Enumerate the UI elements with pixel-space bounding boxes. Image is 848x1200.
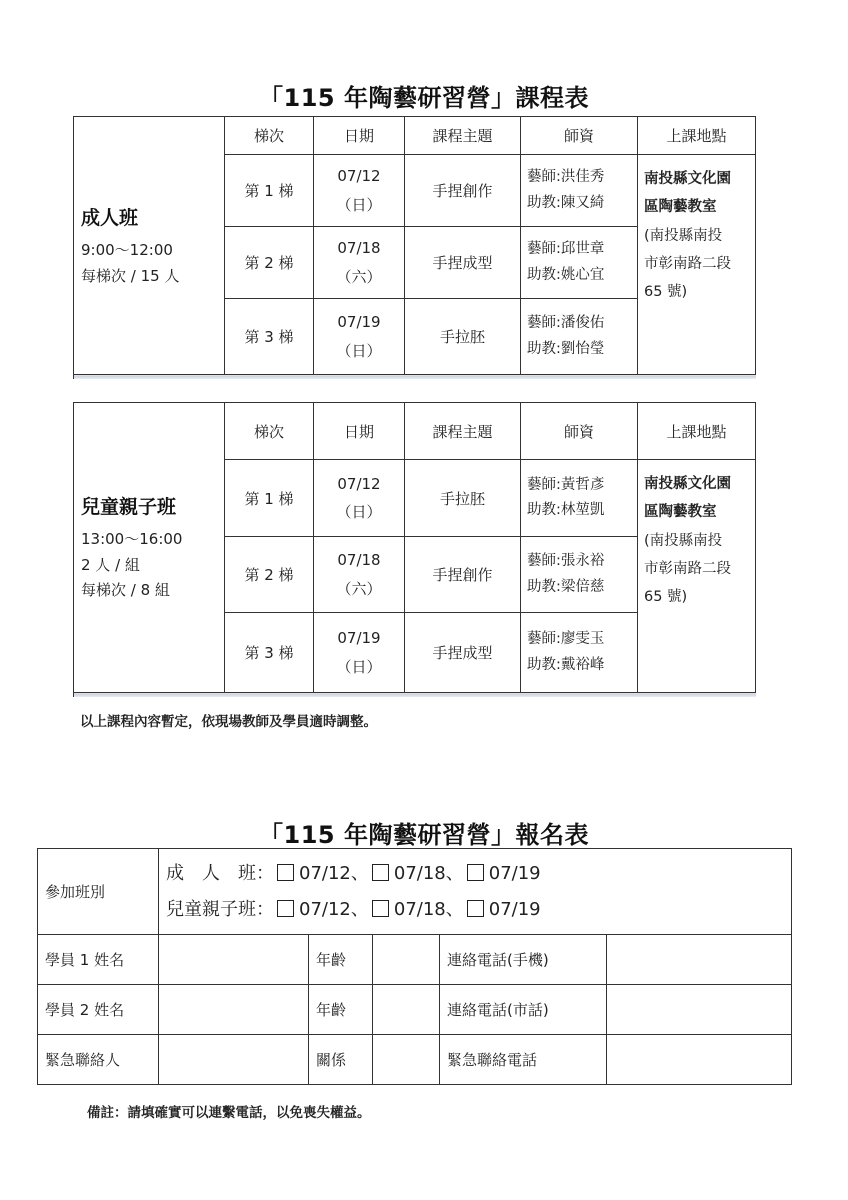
adult-class-name: 成人班: [81, 206, 139, 229]
child-class-group: 2 人 / 組: [81, 555, 140, 574]
header-date: 日期: [314, 117, 405, 155]
batch-cell: 第 3 梯: [225, 613, 314, 693]
adult-0718-checkbox[interactable]: [372, 864, 389, 881]
date-cell: 07/12 （日）: [314, 155, 405, 227]
adult-class-cell: [74, 117, 225, 375]
header-batch: 梯次: [225, 403, 314, 460]
topic-cell: 手捏創作: [405, 537, 521, 613]
age-label: 年齡: [309, 985, 373, 1035]
age-label: 年齡: [309, 935, 373, 985]
child-options-line: 兒童親子班： 07/12、 07/18、 07/19: [166, 898, 541, 920]
teacher-cell: 藝師:洪佳秀 助教:陳又綺: [521, 155, 638, 227]
schedule-title: 「115 年陶藝研習營」課程表: [259, 84, 589, 112]
date-cell: 07/18 （六）: [314, 227, 405, 299]
date-cell: 07/19 （日）: [314, 613, 405, 693]
teacher-cell: 藝師:潘俊佑 助教:劉怡瑩: [521, 299, 638, 375]
header-topic: 課程主題: [405, 117, 521, 155]
child-location-cell: 南投縣文化園 區陶藝教室 (南投縣南投 市彰南路二段 65 號): [638, 460, 756, 693]
adult-options-line: 成 人 班： 07/12、 07/18、 07/19: [166, 863, 541, 885]
topic-cell: 手捏創作: [405, 155, 521, 227]
child-class-time: 13:00～16:00: [81, 530, 183, 549]
landline-field[interactable]: [607, 985, 792, 1035]
teacher-cell: 藝師:廖雯玉 助教:戴裕峰: [521, 613, 638, 693]
teacher-cell: 藝師:邱世章 助教:姚心宜: [521, 227, 638, 299]
landline-label: 連絡電話(市話): [440, 985, 607, 1035]
date-cell: 07/18 （六）: [314, 537, 405, 613]
topic-cell: 手拉胚: [405, 299, 521, 375]
batch-cell: 第 3 梯: [225, 299, 314, 375]
header-location: 上課地點: [638, 117, 756, 155]
header-teacher: 師資: [521, 403, 638, 460]
child-class-cell: [74, 403, 225, 693]
student2-name-field[interactable]: [159, 985, 309, 1035]
batch-cell: 第 2 梯: [225, 537, 314, 613]
student1-name-field[interactable]: [159, 935, 309, 985]
student1-age-field[interactable]: [373, 935, 440, 985]
child-0712-checkbox[interactable]: [277, 900, 294, 917]
header-topic: 課程主題: [405, 403, 521, 460]
teacher-cell: 藝師:黃哲彥 助教:林堃凱: [521, 460, 638, 537]
schedule-note: 以上課程內容暫定，依現場教師及學員適時調整。: [80, 714, 377, 730]
child-0719-checkbox[interactable]: [467, 900, 484, 917]
header-teacher: 師資: [521, 117, 638, 155]
adult-class-time: 9:00～12:00: [81, 241, 173, 260]
adult-location-cell: 南投縣文化園 區陶藝教室 (南投縣南投 市彰南路二段 65 號): [638, 155, 756, 375]
child-class-name: 兒童親子班: [81, 496, 177, 519]
adult-0719-checkbox[interactable]: [467, 864, 484, 881]
relation-field[interactable]: [373, 1035, 440, 1085]
batch-cell: 第 1 梯: [225, 155, 314, 227]
adult-0712-checkbox[interactable]: [277, 864, 294, 881]
header-batch: 梯次: [225, 117, 314, 155]
student2-label: 學員 2 姓名: [38, 985, 159, 1035]
emergency-contact-label: 緊急聯絡人: [38, 1035, 159, 1085]
table-row: [38, 935, 792, 985]
emergency-contact-field[interactable]: [159, 1035, 309, 1085]
child-class-capacity: 每梯次 / 8 組: [81, 581, 170, 600]
header-date: 日期: [314, 403, 405, 460]
batch-cell: 第 2 梯: [225, 227, 314, 299]
topic-cell: 手捏成型: [405, 613, 521, 693]
mobile-label: 連絡電話(手機): [440, 935, 607, 985]
student2-age-field[interactable]: [373, 985, 440, 1035]
mobile-field[interactable]: [607, 935, 792, 985]
adult-schedule-table: [73, 116, 756, 379]
registration-form: [37, 848, 792, 1085]
emergency-phone-field[interactable]: [607, 1035, 792, 1085]
adult-class-capacity: 每梯次 / 15 人: [81, 266, 180, 285]
batch-cell: 第 1 梯: [225, 460, 314, 537]
child-schedule-table: [73, 402, 756, 697]
table-row: [38, 985, 792, 1035]
class-options: [159, 849, 792, 935]
student1-label: 學員 1 姓名: [38, 935, 159, 985]
relation-label: 關係: [309, 1035, 373, 1085]
header-location: 上課地點: [638, 403, 756, 460]
topic-cell: 手捏成型: [405, 227, 521, 299]
registration-title: 「115 年陶藝研習營」報名表: [259, 821, 589, 849]
emergency-phone-label: 緊急聯絡電話: [440, 1035, 607, 1085]
date-cell: 07/12 （日）: [314, 460, 405, 537]
teacher-cell: 藝師:張永裕 助教:梁倍慈: [521, 537, 638, 613]
table-row: [38, 1035, 792, 1085]
date-cell: 07/19 （日）: [314, 299, 405, 375]
registration-note: 備註：請填確實可以連繫電話，以免喪失權益。: [87, 1105, 371, 1121]
class-label: 參加班別: [38, 849, 159, 935]
child-0718-checkbox[interactable]: [372, 900, 389, 917]
topic-cell: 手拉胚: [405, 460, 521, 537]
